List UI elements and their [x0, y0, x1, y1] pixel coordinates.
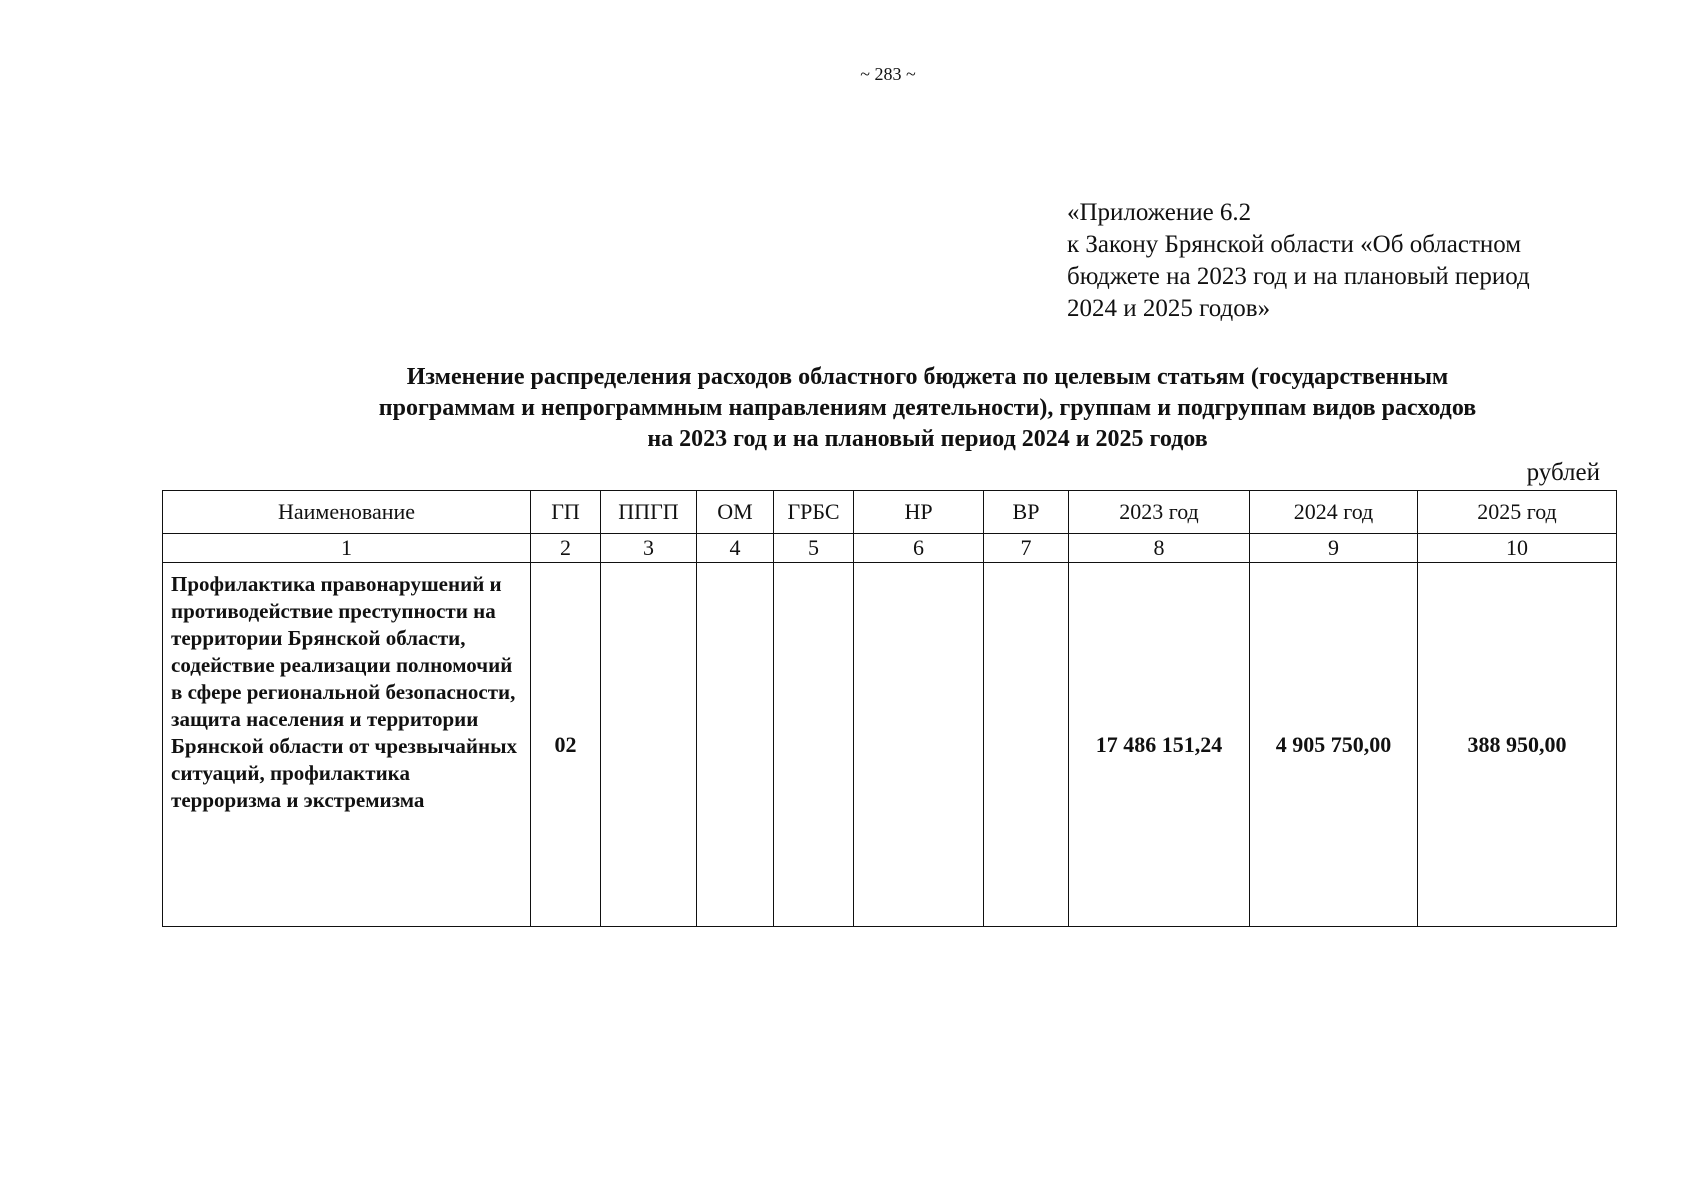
units-label: рублей: [1526, 459, 1600, 486]
gp-cell: 02: [531, 563, 601, 927]
document-title: [160, 362, 1692, 455]
appendix-line: бюджете на 2023 год и на плановый период: [1067, 263, 1530, 290]
appendix-reference: [1067, 197, 1627, 325]
column-number: 10: [1418, 534, 1617, 563]
column-header-nr: НР: [854, 491, 984, 534]
title-line: программам и непрограммным направлениям деятельности), группам и подгруппам видов расходов: [378, 395, 1477, 421]
title-line: на 2023 год и на плановый период 2024 и 2025 годов: [647, 426, 1208, 452]
column-number: 2: [531, 534, 601, 563]
title-line: Изменение распределения расходов областного бюджета по целевым статьям (государственным: [406, 364, 1449, 390]
appendix-line: к Закону Брянской области «Об областном: [1067, 231, 1522, 258]
grbs-cell: [774, 563, 854, 927]
column-header-ppgp: ППГП: [601, 491, 697, 534]
column-number: 9: [1250, 534, 1418, 563]
appendix-line: 2024 и 2025 годов»: [1067, 295, 1271, 322]
amount-2023-cell: 17 486 151,24: [1069, 563, 1250, 927]
column-header-2023: 2023 год: [1069, 491, 1250, 534]
column-number: 5: [774, 534, 854, 563]
column-number: 6: [854, 534, 984, 563]
column-header-grbs: ГРБС: [774, 491, 854, 534]
column-header-om: ОМ: [697, 491, 774, 534]
column-number: 8: [1069, 534, 1250, 563]
column-header-2025: 2025 год: [1418, 491, 1617, 534]
table-row: [163, 563, 1617, 927]
column-header-gp: ГП: [531, 491, 601, 534]
amount-2024-cell: 4 905 750,00: [1250, 563, 1418, 927]
budget-table: [162, 490, 1617, 927]
column-header-name: Наименование: [163, 491, 531, 534]
column-header-vr: ВР: [984, 491, 1069, 534]
appendix-line: «Приложение 6.2: [1067, 199, 1252, 226]
column-number: 3: [601, 534, 697, 563]
column-number: 7: [984, 534, 1069, 563]
amount-2025-cell: 388 950,00: [1418, 563, 1617, 927]
vr-cell: [984, 563, 1069, 927]
program-name-cell: Профилактика правонарушений и противодействие преступности на территории Брянской области, содействие реализации полномочий в сфере региональной безопасности, защита населения и территории Брянской области от чрезвычайных ситуаций, профилактика терроризма и экстремизма: [163, 563, 531, 927]
column-number-row: [163, 534, 1617, 563]
om-cell: [697, 563, 774, 927]
nr-cell: [854, 563, 984, 927]
column-header-2024: 2024 год: [1250, 491, 1418, 534]
column-number: 4: [697, 534, 774, 563]
page-number: ~ 283 ~: [860, 64, 916, 84]
ppgp-cell: [601, 563, 697, 927]
header-row: [163, 491, 1617, 534]
column-number: 1: [163, 534, 531, 563]
